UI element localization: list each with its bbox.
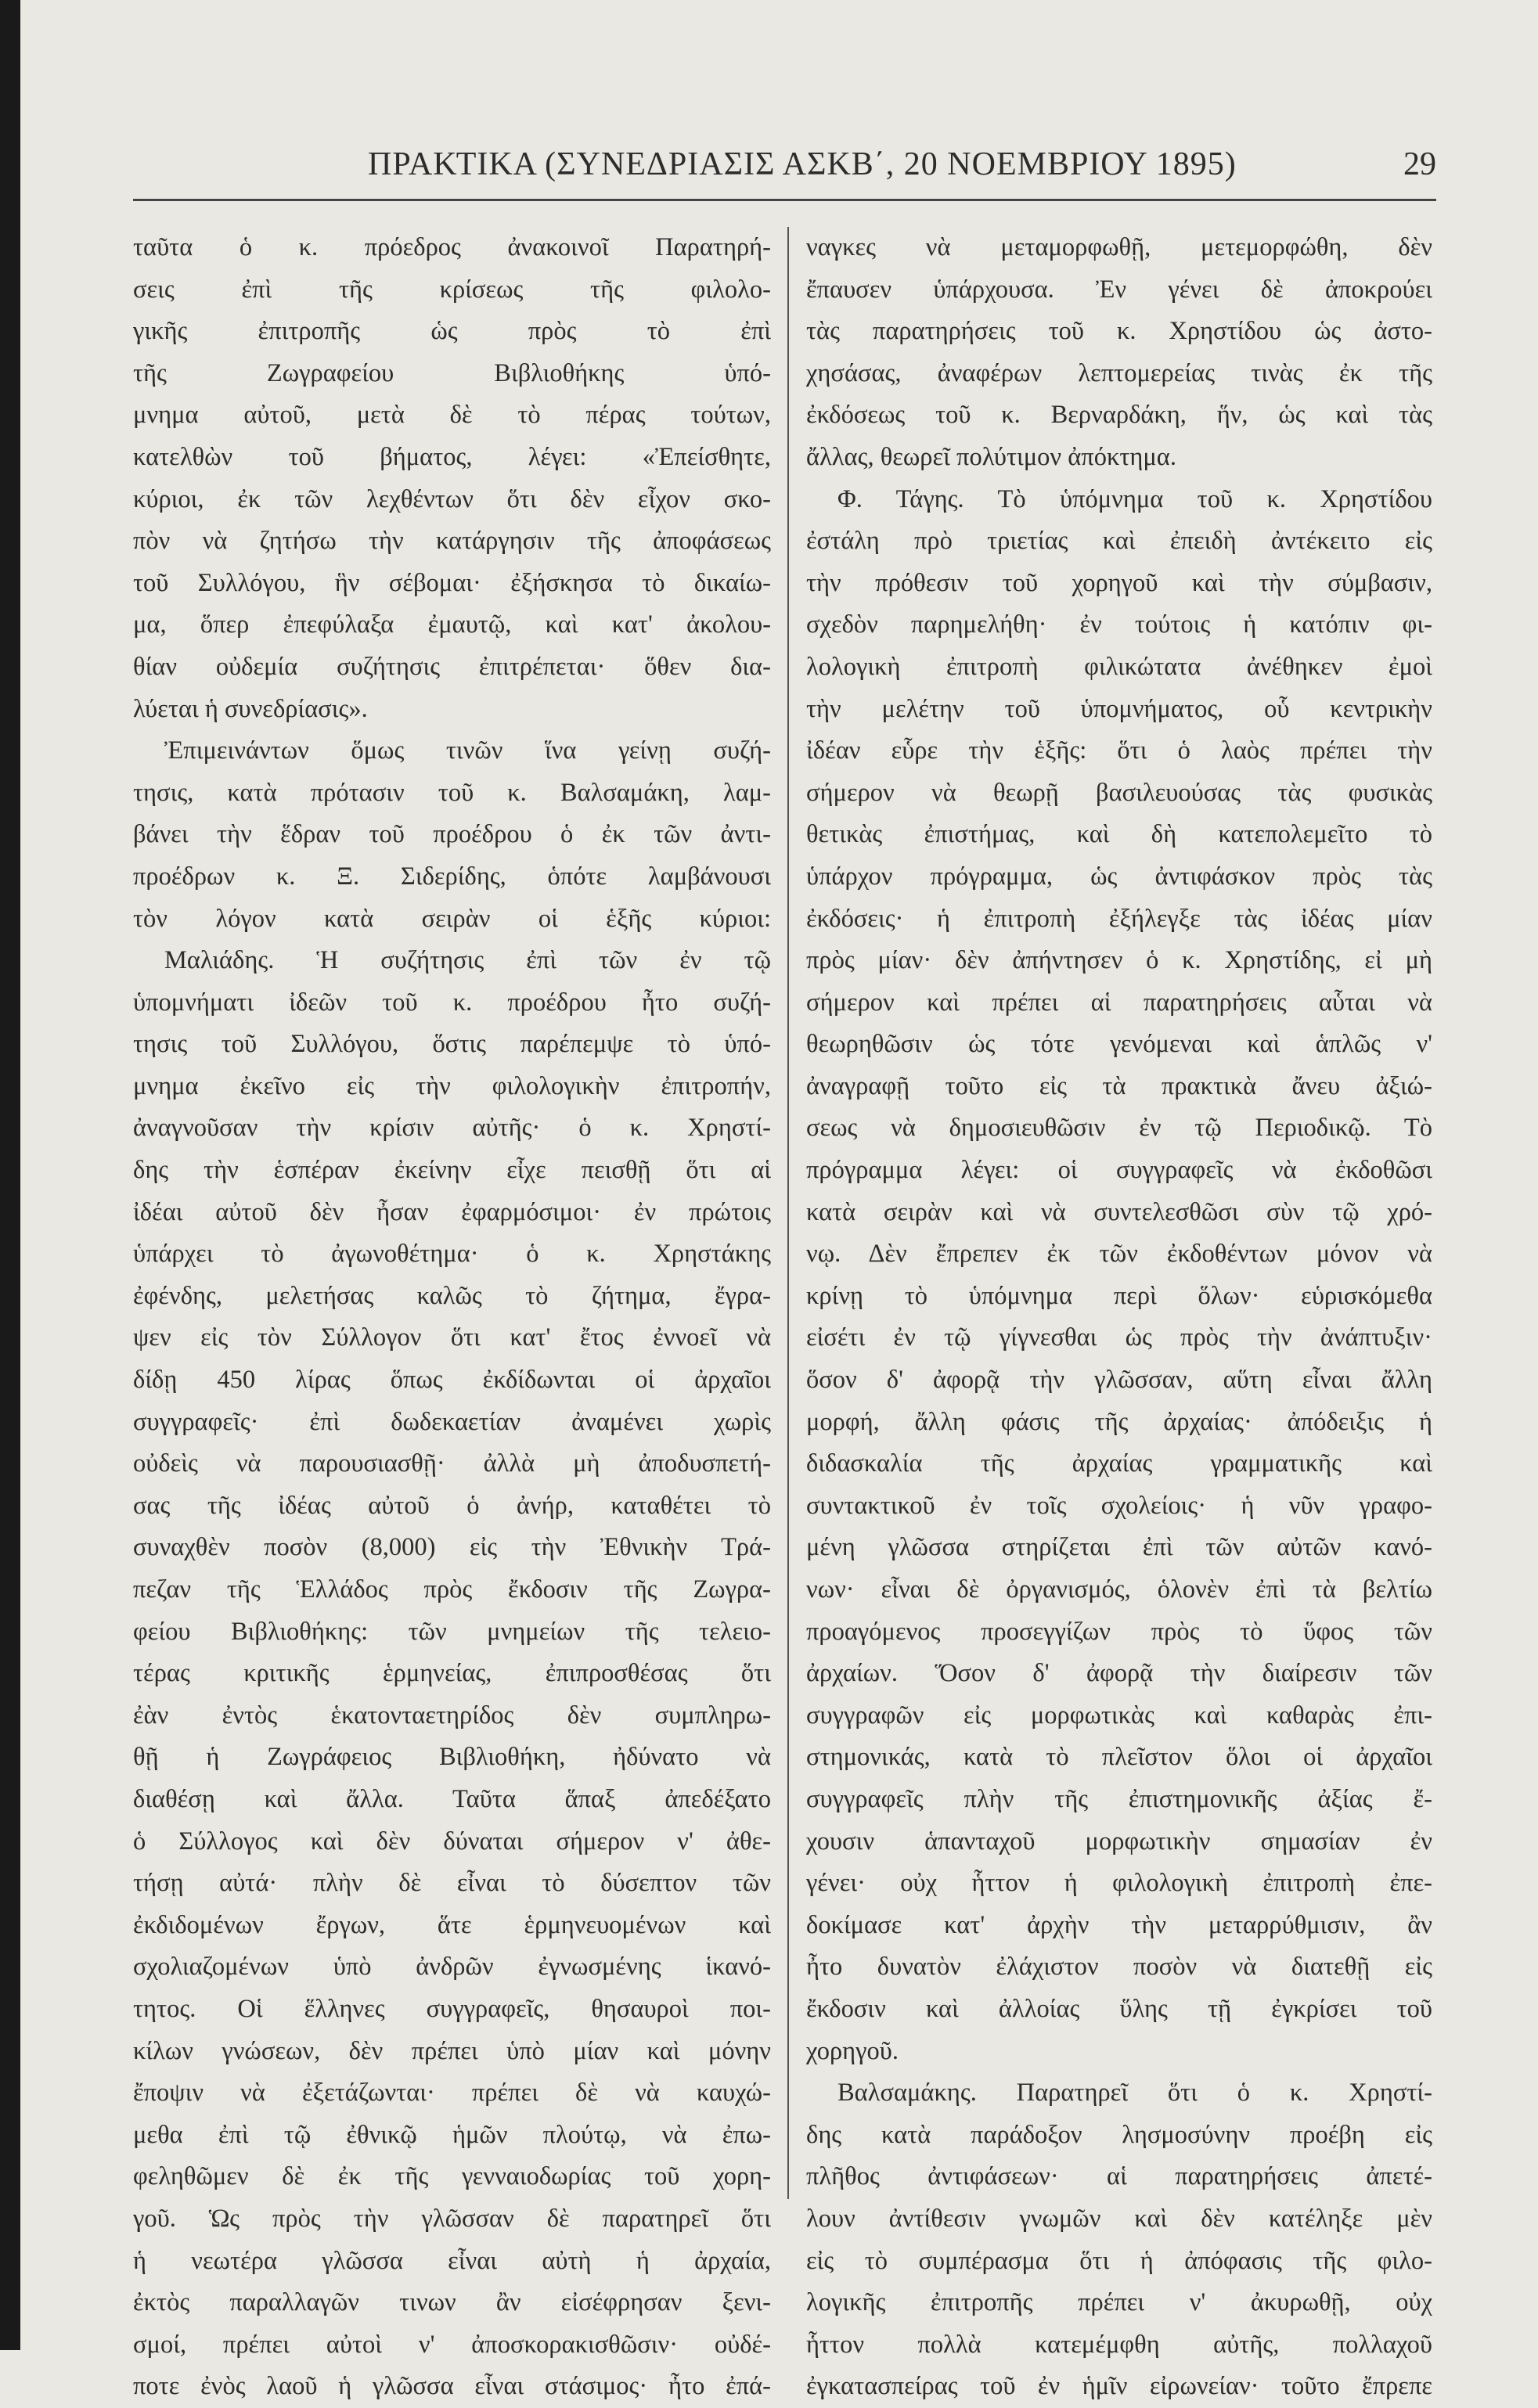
text-line: χορηγοῦ. bbox=[806, 2036, 899, 2065]
text-line: Μαλιάδης. Ἡ συζήτησις ἐπὶ τῶν ἐν τῷ bbox=[164, 946, 771, 975]
text-line: κύριοι, ἐκ τῶν λεχθέντων ὅτι δὲν εἶχον σκο- bbox=[133, 484, 771, 513]
text-line: σεις ἐπὶ τῆς κρίσεως τῆς φιλολο- bbox=[133, 275, 771, 304]
text-line: τητος. Οἱ ἕλληνες συγγραφεῖς, θησαυροὶ ποι- bbox=[133, 1994, 771, 2023]
text-line: θίαν οὐδεμία συζήτησις ἐπιτρέπεται· ὅθεν δια- bbox=[133, 652, 771, 681]
page-header bbox=[133, 139, 1436, 194]
running-title: ΠΡΑΚΤΙΚΑ (ΣΥΝΕΔΡΙΑΣΙΣ ΑΣΚΒ΄, 20 ΝΟΕΜΒΡΙΟΥ 1895) bbox=[368, 146, 1237, 182]
text-line: νῳ. Δὲν ἔπρεπεν ἐκ τῶν ἐκδοθέντων μόνον νὰ bbox=[806, 1240, 1432, 1269]
column-divider bbox=[787, 227, 789, 2199]
text-line: τοῦ Συλλόγου, ἣν σέβομαι· ἐξήσκησα τὸ δικαίω- bbox=[133, 568, 771, 597]
text-line: συντακτικοῦ ἐν τοῖς σχολείοις· ἡ νῦν γραφο- bbox=[806, 1491, 1432, 1520]
text-line: ἀναγραφῇ τοῦτο εἰς τὰ πρακτικὰ ἄνευ ἀξιώ- bbox=[806, 1071, 1432, 1100]
text-line: ἧττον πολλὰ κατεμέμφθη αὐτῆς, πολλαχοῦ bbox=[806, 2330, 1432, 2359]
text-line: προέδρων κ. Ξ. Σιδερίδης, ὁπότε λαμβάνουσι bbox=[133, 862, 771, 891]
text-line: χουσιν ἁπανταχοῦ μορφωτικὴν σημασίαν ἐν bbox=[806, 1827, 1432, 1855]
text-line: ὑπάρχον πρόγραμμα, ὡς ἀντιφάσκον πρὸς τὰς bbox=[806, 862, 1432, 891]
text-line: θετικὰς ἐπιστήμας, καὶ δὴ κατεπολεμεῖτο τὸ bbox=[806, 820, 1432, 849]
text-line: πεζαν τῆς Ἑλλάδος πρὸς ἔκδοσιν τῆς Ζωγρα- bbox=[133, 1575, 771, 1604]
text-line: συγγραφῶν εἰς μορφωτικὰς καὶ καθαρὰς ἐπι- bbox=[806, 1701, 1432, 1730]
text-line: γοῦ. Ὡς πρὸς τὴν γλῶσσαν δὲ παρατηρεῖ ὅτι bbox=[133, 2204, 771, 2233]
text-line: μνημα αὐτοῦ, μετὰ δὲ τὸ πέρας τούτων, bbox=[133, 401, 771, 430]
text-line: ἔκδοσιν καὶ ἀλλοίας ὕλης τῇ ἐγκρίσει τοῦ bbox=[806, 1994, 1432, 2023]
text-line: ἀναγνοῦσαν τὴν κρίσιν αὐτῆς· ὁ κ. Χρηστί- bbox=[133, 1114, 771, 1143]
text-line: ἔπαυσεν ὑπάρχουσα. Ἐν γένει δὲ ἀποκρούει bbox=[806, 275, 1432, 304]
text-line: λογικῆς ἐπιτροπῆς πρέπει ν' ἀκυρωθῇ, οὐχ bbox=[806, 2288, 1432, 2317]
text-line: ποτε ἐνὸς λαοῦ ἡ γλῶσσα εἶναι στάσιμος· ἦτο ἐπά- bbox=[133, 2372, 771, 2401]
text-line: σας τῆς ἰδέας αὐτοῦ ὁ ἀνήρ, καταθέτει τὸ bbox=[133, 1491, 771, 1520]
text-line: τὴν μελέτην τοῦ ὑπομνήματος, οὗ κεντρικὴν bbox=[806, 694, 1432, 723]
text-line: συγγραφεῖς πλὴν τῆς ἐπιστημονικῆς ἀξίας ἔ- bbox=[806, 1784, 1432, 1813]
page-number: 29 bbox=[1403, 146, 1436, 182]
text-line: τησις τοῦ Συλλόγου, ὅστις παρέπεμψε τὸ ὑπό- bbox=[133, 1030, 771, 1059]
text-line: ἐγκατασπείρας τοῦ ἐν ἡμῖν εἰρωνείαν· τοῦτο ἔπρεπε bbox=[806, 2372, 1432, 2401]
text-line: πλῆθος ἀντιφάσεων· αἱ παρατηρήσεις ἀπετέ- bbox=[806, 2162, 1432, 2191]
text-line: πρὸς μίαν· δὲν ἀπήντησεν ὁ κ. Χρηστίδης, εἰ μὴ bbox=[806, 946, 1432, 975]
text-line: ἐὰν ἐντὸς ἑκατονταετηρίδος δὲν συμπληρω- bbox=[133, 1701, 771, 1730]
text-line: ἐκδιδομένων ἔργων, ἅτε ἑρμηνευομένων καὶ bbox=[133, 1910, 771, 1939]
text-line: δίδῃ 450 λίρας ὅπως ἐκδίδωνται οἱ ἀρχαῖοι bbox=[133, 1366, 771, 1395]
text-line: σχολιαζομένων ὑπὸ ἀνδρῶν ἐγνωσμένης ἱκανό- bbox=[133, 1953, 771, 1981]
left-column bbox=[133, 227, 771, 2408]
text-line: σήμερον νὰ θεωρῇ βασιλευούσας τὰς φυσικὰς bbox=[806, 778, 1432, 807]
text-line: μένη γλῶσσα στηρίζεται ἐπὶ τῶν αὐτῶν κανό- bbox=[806, 1533, 1432, 1562]
text-line: χησάσας, ἀναφέρων λεπτομερείας τινὰς ἐκ τῆς bbox=[806, 358, 1432, 387]
text-line: μορφή, ἄλλη φάσις τῆς ἀρχαίας· ἀπόδειξις ἡ bbox=[806, 1407, 1432, 1436]
text-line: ἄλλας, θεωρεῖ πολύτιμον ἀπόκτημα. bbox=[806, 442, 1176, 471]
text-line: τησις, κατὰ πρότασιν τοῦ κ. Βαλσαμάκη, λαμ- bbox=[133, 778, 771, 807]
text-line: οὐδεὶς νὰ παρουσιασθῇ· ἀλλὰ μὴ ἀποδυσπετή- bbox=[133, 1449, 771, 1478]
text-line: μα, ὅπερ ἐπεφύλαξα ἐμαυτῷ, καὶ κατ' ἀκολου- bbox=[133, 610, 771, 639]
text-line: Ἐπιμεινάντων ὅμως τινῶν ἵνα γείνῃ συζή- bbox=[164, 736, 771, 765]
scan-left-edge bbox=[0, 0, 20, 2350]
text-line: πὸν νὰ ζητήσω τὴν κατάργησιν τῆς ἀποφάσεως bbox=[133, 527, 771, 556]
text-line: ὁ Σύλλογος καὶ δὲν δύναται σήμερον ν' ἀθε- bbox=[133, 1827, 771, 1855]
text-line: ἐστάλη πρὸ τριετίας καὶ ἐπειδὴ ἀντέκειτο εἰς bbox=[806, 527, 1432, 556]
text-line: ἐφένδης, μελετήσας καλῶς τὸ ζήτημα, ἔγρα- bbox=[133, 1281, 771, 1310]
text-line: θῇ ἡ Ζωγράφειος Βιβλιοθήκη, ἠδύνατο νὰ bbox=[133, 1743, 771, 1772]
text-line: λύεται ἡ συνεδρίασις». bbox=[133, 694, 368, 723]
text-line: διδασκαλία τῆς ἀρχαίας γραμματικῆς καὶ bbox=[806, 1449, 1432, 1478]
text-line: σμοί, πρέπει αὐτοὶ ν' ἀποσκορακισθῶσιν· οὐδέ- bbox=[133, 2330, 771, 2359]
text-line: ὑπομνήματι ἰδεῶν τοῦ κ. προέδρου ἦτο συζή- bbox=[133, 988, 771, 1017]
text-line: ἔποψιν νὰ ἐξετάζωνται· πρέπει δὲ νὰ καυχώ- bbox=[133, 2079, 771, 2107]
text-line: κρίνῃ τὸ ὑπόμνημα περὶ ὅλων· εὑρισκόμεθα bbox=[806, 1281, 1432, 1310]
text-line: δης κατὰ παράδοξον λησμοσύνην προέβη εἰς bbox=[806, 2120, 1432, 2149]
text-line: εἰσέτι ἐν τῷ γίγνεσθαι ὡς πρὸς τὴν ἀνάπτυξιν· bbox=[806, 1323, 1432, 1352]
text-line: βάνει τὴν ἕδραν τοῦ προέδρου ὁ ἐκ τῶν ἀντι- bbox=[133, 820, 771, 849]
text-line: γένει· οὐχ ἧττον ἡ φιλολογικὴ ἐπιτροπὴ ἐπε- bbox=[806, 1869, 1432, 1898]
text-line: ἡ νεωτέρα γλῶσσα εἶναι αὐτὴ ἡ ἀρχαία, bbox=[133, 2246, 771, 2275]
text-line: λολογικὴ ἐπιτροπὴ φιλικώτατα ἀνέθηκεν ἐμοὶ bbox=[806, 652, 1432, 681]
text-line: φείου Βιβλιοθήκης: τῶν μνημείων τῆς τελειο- bbox=[133, 1617, 771, 1646]
text-line: τήσῃ αὐτά· πλὴν δὲ εἶναι τὸ δύσεπτον τῶν bbox=[133, 1869, 771, 1898]
text-line: προαγόμενος προσεγγίζων πρὸς τὸ ὕφος τῶν bbox=[806, 1617, 1432, 1646]
text-line: διαθέσῃ καὶ ἄλλα. Ταῦτα ἅπαξ ἀπεδέξατο bbox=[133, 1784, 771, 1813]
text-line: μεθα ἐπὶ τῷ ἐθνικῷ ἡμῶν πλούτῳ, νὰ ἐπω- bbox=[133, 2120, 771, 2149]
text-line: θεωρηθῶσιν ὡς τότε γενόμεναι καὶ ἁπλῶς ν' bbox=[806, 1030, 1432, 1059]
text-line: ταῦτα ὁ κ. πρόεδρος ἀνακοινοῖ Παρατηρή- bbox=[133, 233, 771, 261]
text-line: συγγραφεῖς· ἐπὶ δωδεκαετίαν ἀναμένει χωρὶς bbox=[133, 1407, 771, 1436]
text-line: σήμερον καὶ πρέπει αἱ παρατηρήσεις αὗται νὰ bbox=[806, 988, 1432, 1017]
text-line: κατὰ σειρὰν καὶ νὰ συντελεσθῶσι σὺν τῷ χρό- bbox=[806, 1197, 1432, 1226]
text-line: τὸν λόγον κατὰ σειρὰν οἱ ἑξῆς κύριοι: bbox=[133, 904, 771, 933]
text-line: ἐκδόσεως τοῦ κ. Βερναρδάκη, ἥν, ὡς καὶ τὰς bbox=[806, 401, 1432, 430]
text-line: στημονικάς, κατὰ τὸ πλεῖστον ὅλοι οἱ ἀρχαῖοι bbox=[806, 1743, 1432, 1772]
text-line: ἰδέαν εὗρε τὴν ἑξῆς: ὅτι ὁ λαὸς πρέπει τὴν bbox=[806, 736, 1432, 765]
text-line: δοκίμασε κατ' ἀρχὴν τὴν μεταρρύθμισιν, ἂν bbox=[806, 1910, 1432, 1939]
text-line: ψεν εἰς τὸν Σύλλογον ὅτι κατ' ἔτος ἐννοεῖ νὰ bbox=[133, 1323, 771, 1352]
text-line: κατελθὼν τοῦ βήματος, λέγει: «Ἐπείσθητε, bbox=[133, 442, 771, 471]
text-line: ἐκτὸς παραλλαγῶν τινων ἂν εἰσέφρησαν ξενι- bbox=[133, 2288, 771, 2317]
text-line: ἀρχαίων. Ὅσον δ' ἀφορᾷ τὴν διαίρεσιν τῶν bbox=[806, 1659, 1432, 1688]
text-line: τὰς παρατηρήσεις τοῦ κ. Χρηστίδου ὡς ἀστο- bbox=[806, 317, 1432, 346]
text-line: ἰδέαι αὐτοῦ δὲν ἦσαν ἐφαρμόσιμοι· ἐν πρώτοις bbox=[133, 1197, 771, 1226]
text-line: Φ. Τάγης. Τὸ ὑπόμνημα τοῦ κ. Χρηστίδου bbox=[837, 484, 1432, 513]
text-line: μνημα ἐκεῖνο εἰς τὴν φιλολογικὴν ἐπιτροπήν, bbox=[133, 1071, 771, 1100]
text-line: ὅσον δ' ἀφορᾷ τὴν γλῶσσαν, αὕτη εἶναι ἄλλη bbox=[806, 1366, 1432, 1395]
text-line: φεληθῶμεν δὲ ἐκ τῆς γενναιοδωρίας τοῦ χορη- bbox=[133, 2162, 771, 2191]
text-line: ἦτο δυνατὸν ἐλάχιστον ποσὸν νὰ διατεθῇ εἰς bbox=[806, 1953, 1432, 1981]
text-line: ναγκες νὰ μεταμορφωθῇ, μετεμορφώθη, δὲν bbox=[806, 233, 1432, 261]
text-line: δης τὴν ἑσπέραν ἐκείνην εἶχε πεισθῇ ὅτι αἱ bbox=[133, 1156, 771, 1185]
text-line: εἰς τὸ συμπέρασμα ὅτι ἡ ἀπόφασις τῆς φιλο- bbox=[806, 2246, 1432, 2275]
text-line: πρόγραμμα λέγει: οἱ συγγραφεῖς νὰ ἐκδοθῶσι bbox=[806, 1156, 1432, 1185]
text-line: ἐκδόσεις· ἡ ἐπιτροπὴ ἐξήλεγξε τὰς ἰδέας μίαν bbox=[806, 904, 1432, 933]
right-column bbox=[806, 227, 1432, 2408]
text-line: λουν ἀντίθεσιν γνωμῶν καὶ δὲν κατέληξε μὲν bbox=[806, 2204, 1432, 2233]
text-line: τέρας κριτικῆς ἑρμηνείας, ἐπιπροσθέσας ὅτι bbox=[133, 1659, 771, 1688]
text-line: συναχθὲν ποσὸν (8,000) εἰς τὴν Ἐθνικὴν Τρά- bbox=[133, 1533, 771, 1562]
text-line: τὴν πρόθεσιν τοῦ χορηγοῦ καὶ τὴν σύμβασιν, bbox=[806, 568, 1432, 597]
header-rule bbox=[133, 199, 1436, 201]
text-line: κίλων γνώσεων, δὲν πρέπει ὑπὸ μίαν καὶ μόνην bbox=[133, 2036, 771, 2065]
text-line: σεως νὰ δημοσιευθῶσιν ἐν τῷ Περιοδικῷ. Τὸ bbox=[806, 1114, 1432, 1143]
text-line: σχεδὸν παρημελήθη· ἐν τούτοις ἡ κατόπιν φι- bbox=[806, 610, 1432, 639]
text-line: ὑπάρχει τὸ ἀγωνοθέτημα· ὁ κ. Χρηστάκης bbox=[133, 1240, 771, 1269]
text-line: Βαλσαμάκης. Παρατηρεῖ ὅτι ὁ κ. Χρηστί- bbox=[837, 2079, 1432, 2107]
text-line: τῆς Ζωγραφείου Βιβλιοθήκης ὑπό- bbox=[133, 358, 771, 387]
text-line: νων· εἶναι δὲ ὀργανισμός, ὁλονὲν ἐπὶ τὰ βελτίω bbox=[806, 1575, 1432, 1604]
text-line: γικῆς ἐπιτροπῆς ὡς πρὸς τὸ ἐπὶ bbox=[133, 317, 771, 346]
